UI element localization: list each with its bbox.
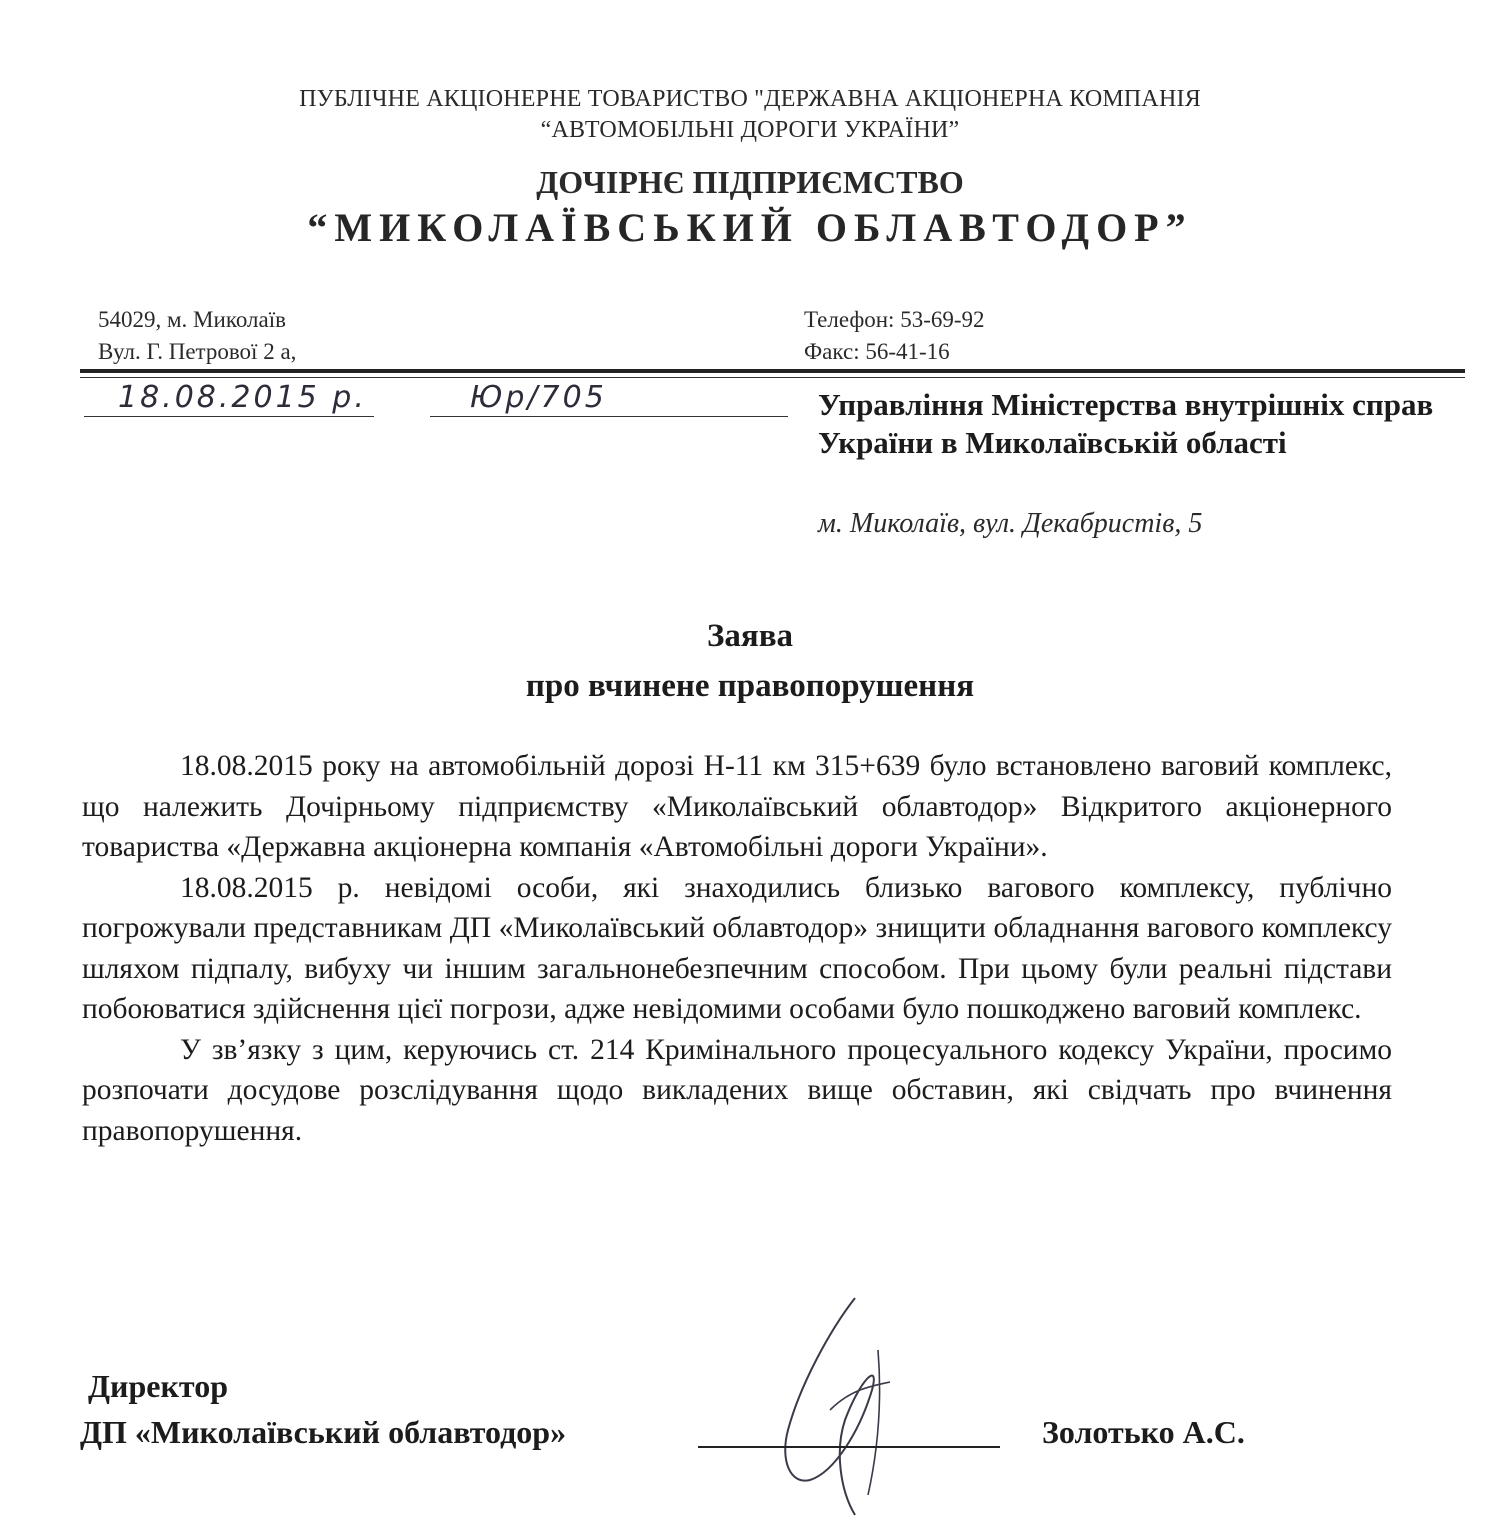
body-paragraph-1: 18.08.2015 року на автомобільній дорозі Н-11 км 315+639 було встановлено ваговий комплекс, що належить Дочірньому підприємству «Миколаївський облавтодор» Відкритого акціонерного товариства «Державна акціонерна компанія «Автомобільні дороги України». <box>82 750 1392 863</box>
parent-company-line-2: “АВТОМОБІЛЬНІ ДОРОГИ УКРАЇНИ” <box>540 117 960 143</box>
fax: Факс: 56-41-16 <box>804 339 950 364</box>
number-underline <box>430 416 788 417</box>
subsidiary-heading: ДОЧІРНЄ ПІДПРИЄМСТВО <box>536 164 964 200</box>
statement-body <box>82 746 1392 1151</box>
document-subtitle: про вчинене правопорушення <box>525 668 975 704</box>
body-paragraph-2: 18.08.2015 р. невідомі особи, які знаходились близько вагового комплексу, публічно погрожували представникам ДП «Миколаївський облавтодор» знищити обладнання вагового комплексу шляхом підпалу, вибуху чи іншим загальнонебезпечним способом. При цьому були реальні підстави побоюватися здійснення цієї погрози, адже невідомими особами було пошкоджено ваговий комплекс. <box>82 871 1392 1025</box>
address-line-2: Вул. Г. Петрової 2 а, <box>98 339 297 364</box>
header-divider-thick <box>80 369 1465 373</box>
address-line-1: 54029, м. Миколаїв <box>98 307 286 332</box>
parent-company-line-1: ПУБЛІЧНЕ АКЦІОНЕРНЕ ТОВАРИСТВО "ДЕРЖАВНА АКЦІОНЕРНА КОМПАНІЯ <box>299 86 1201 112</box>
signatory-position: Директор <box>88 1368 228 1404</box>
phone: Телефон: 53-69-92 <box>804 307 985 332</box>
signature-line <box>698 1446 1000 1448</box>
signatory-name: Золотько А.С. <box>1042 1414 1245 1450</box>
signatory-organization: ДП «Миколаївський облавтодор» <box>80 1414 567 1450</box>
document-title: Заява <box>706 618 794 654</box>
handwritten-signature <box>760 1290 940 1520</box>
registration-number: Юр/705 <box>470 380 607 415</box>
company-name: “МИКОЛАЇВСЬКИЙ ОБЛАВТОДОР” <box>307 205 1193 250</box>
body-paragraph-3: У зв’язку з цим, керуючись ст. 214 Кримінального процесуального кодексу України, просимо розпочати досудове розслідування щодо викладених вище обставин, які свідчать про вчинення правопорушення. <box>82 1033 1392 1147</box>
header-divider-thin <box>80 377 1465 378</box>
registration-date: 18.08.2015 р. <box>118 380 367 415</box>
date-underline <box>84 416 374 417</box>
recipient-address: м. Миколаїв, вул. Декабристів, 5 <box>818 508 1203 539</box>
recipient-name: Управління Міністерства внутрішніх справ України в Миколаївській області <box>818 387 1434 460</box>
